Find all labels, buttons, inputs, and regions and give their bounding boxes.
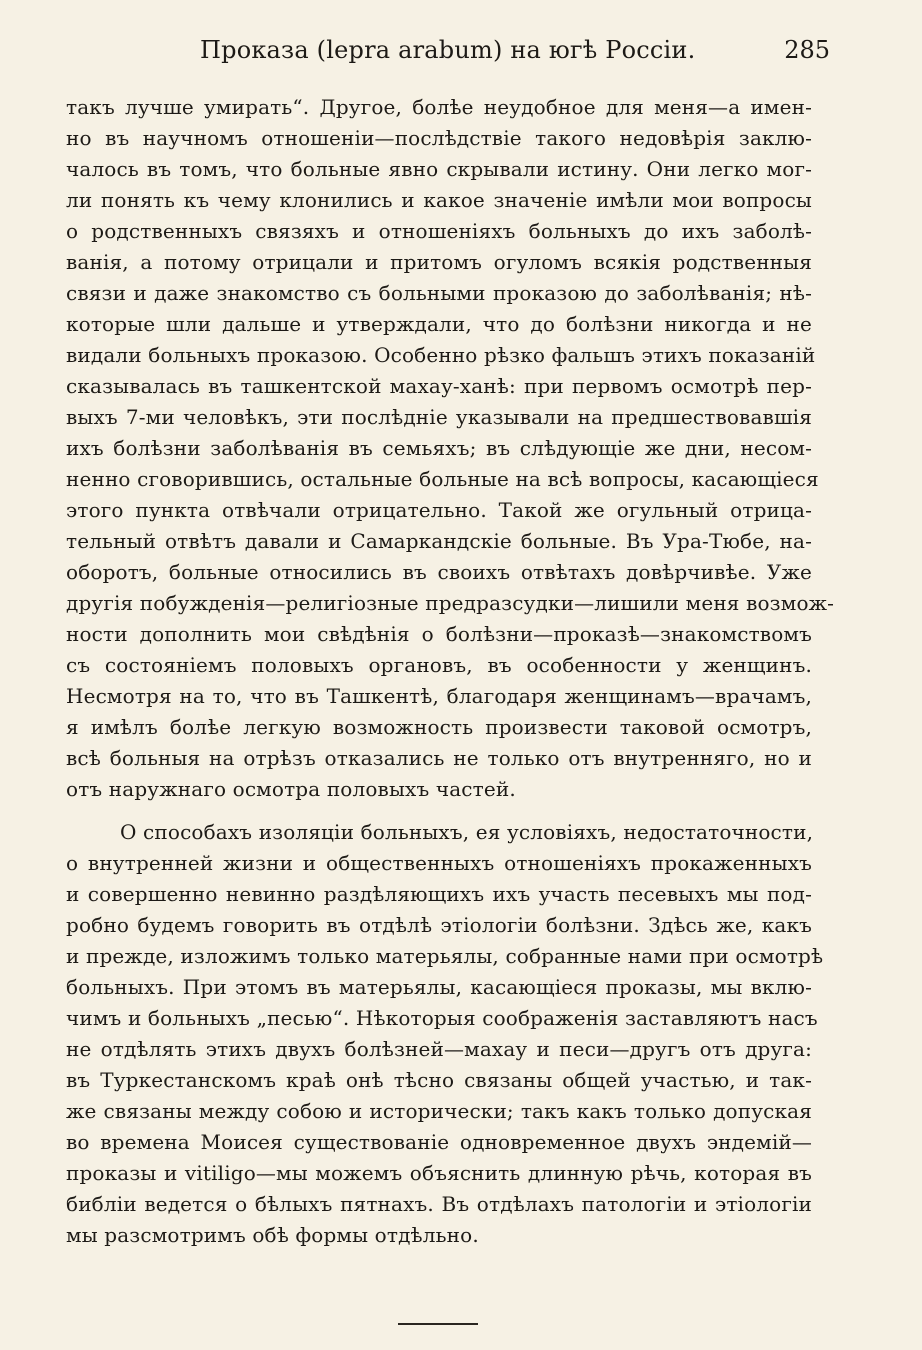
text-line: въ Туркестанскомъ краѣ онѣ тѣсно связаны общей участью, и так- [66, 1068, 812, 1092]
text-line: Несмотря на то, что въ Ташкентѣ, благодаря женщинамъ—врачамъ, [66, 684, 812, 708]
text-line: отъ наружнаго осмотра половыхъ частей. [66, 777, 516, 801]
text-line: такъ лучше умирать“. Другое, болѣе неудобное для меня—а имен- [66, 95, 812, 119]
paragraph-2 [66, 817, 824, 1251]
text-line: и прежде, изложимъ только матерьялы, собранные нами при осмотрѣ [66, 944, 824, 968]
closing-rule [398, 1323, 478, 1325]
text-line: больныхъ. При этомъ въ матерьялы, касающіеся проказы, мы вклю- [66, 975, 812, 999]
text-line: всѣ больныя на отрѣзъ отказались не только отъ внутренняго, но и [66, 746, 812, 770]
running-title: Проказа (lepra arabum) на югѣ Россіи. [200, 36, 696, 64]
text-line: чимъ и больныхъ „песью“. Нѣкоторыя соображенія заставляютъ насъ [66, 1006, 818, 1030]
text-line: сказывалась въ ташкентской махау-ханѣ: при первомъ осмотрѣ пер- [66, 374, 812, 398]
text-line: тельный отвѣтъ давали и Самаркандскіе больные. Въ Ура-Тюбе, на- [66, 529, 812, 553]
text-line: другія побужденія—религіозные предразсудки—лишили меня возмож- [66, 591, 835, 615]
text-line: я имѣлъ болѣе легкую возможность произвести таковой осмотръ, [66, 715, 812, 739]
body-text [66, 92, 835, 1251]
running-head [60, 36, 830, 70]
text-line: ненно сговорившись, остальные больные на всѣ вопросы, касающіеся [66, 467, 819, 491]
text-line: и совершенно невинно раздѣляющихъ ихъ участь песевыхъ мы под- [66, 882, 812, 906]
text-line: оборотъ, больные относились въ своихъ отвѣтахъ довѣрчивѣе. Уже [66, 560, 812, 584]
text-line: ности дополнить мои свѣдѣнія о болѣзни—проказѣ—знакомствомъ [66, 622, 812, 646]
text-line: библіи ведется о бѣлыхъ пятнахъ. Въ отдѣлахъ патологіи и этіологіи [66, 1192, 812, 1216]
text-line: о внутренней жизни и общественныхъ отношеніяхъ прокаженныхъ [66, 851, 812, 875]
text-line: во времена Моисея существованіе одновременное двухъ эндемій— [66, 1130, 812, 1154]
text-line: О способахъ изоляціи больныхъ, ея условіяхъ, недостаточности, [120, 820, 814, 844]
text-line: выхъ 7-ми человѣкъ, эти послѣдніе указывали на предшествовавшія [66, 405, 812, 429]
text-line: которые шли дальше и утверждали, что до болѣзни никогда и не [66, 312, 812, 336]
text-line: съ состояніемъ половыхъ органовъ, въ особенности у женщинъ. [66, 653, 812, 677]
text-line: о родственныхъ связяхъ и отношеніяхъ больныхъ до ихъ заболѣ- [66, 219, 812, 243]
text-line: видали больныхъ проказою. Особенно рѣзко фальшъ этихъ показаній [66, 343, 816, 367]
text-line: робно будемъ говорить въ отдѣлѣ этіологіи болѣзни. Здѣсь же, какъ [66, 913, 812, 937]
text-line: ли понять къ чему клонились и какое значеніе имѣли мои вопросы [66, 188, 812, 212]
text-line: связи и даже знакомство съ больными проказою до заболѣванія; нѣ- [66, 281, 812, 305]
page-number: 285 [784, 36, 830, 64]
text-line: проказы и vitiligo—мы можемъ объяснить длинную рѣчь, которая въ [66, 1161, 812, 1185]
text-line: но въ научномъ отношеніи—послѣдствіе такого недовѣрія заклю- [66, 126, 812, 150]
text-line: же связаны между собою и исторически; такъ какъ только допуская [66, 1099, 812, 1123]
text-line: не отдѣлять этихъ двухъ болѣзней—махау и песи—другъ отъ друга: [66, 1037, 812, 1061]
paragraph-1 [66, 92, 835, 805]
text-line: ванія, а потому отрицали и притомъ огуломъ всякія родственныя [66, 250, 812, 274]
text-line: ихъ болѣзни заболѣванія въ семьяхъ; въ слѣдующіе же дни, несом- [66, 436, 812, 460]
text-line: чалось въ томъ, что больные явно скрывали истину. Они легко мог- [66, 157, 812, 181]
paragraph-gap [66, 805, 812, 817]
text-line: этого пункта отвѣчали отрицательно. Такой же огульный отрица- [66, 498, 812, 522]
text-line: мы разсмотримъ обѣ формы отдѣльно. [66, 1223, 479, 1247]
